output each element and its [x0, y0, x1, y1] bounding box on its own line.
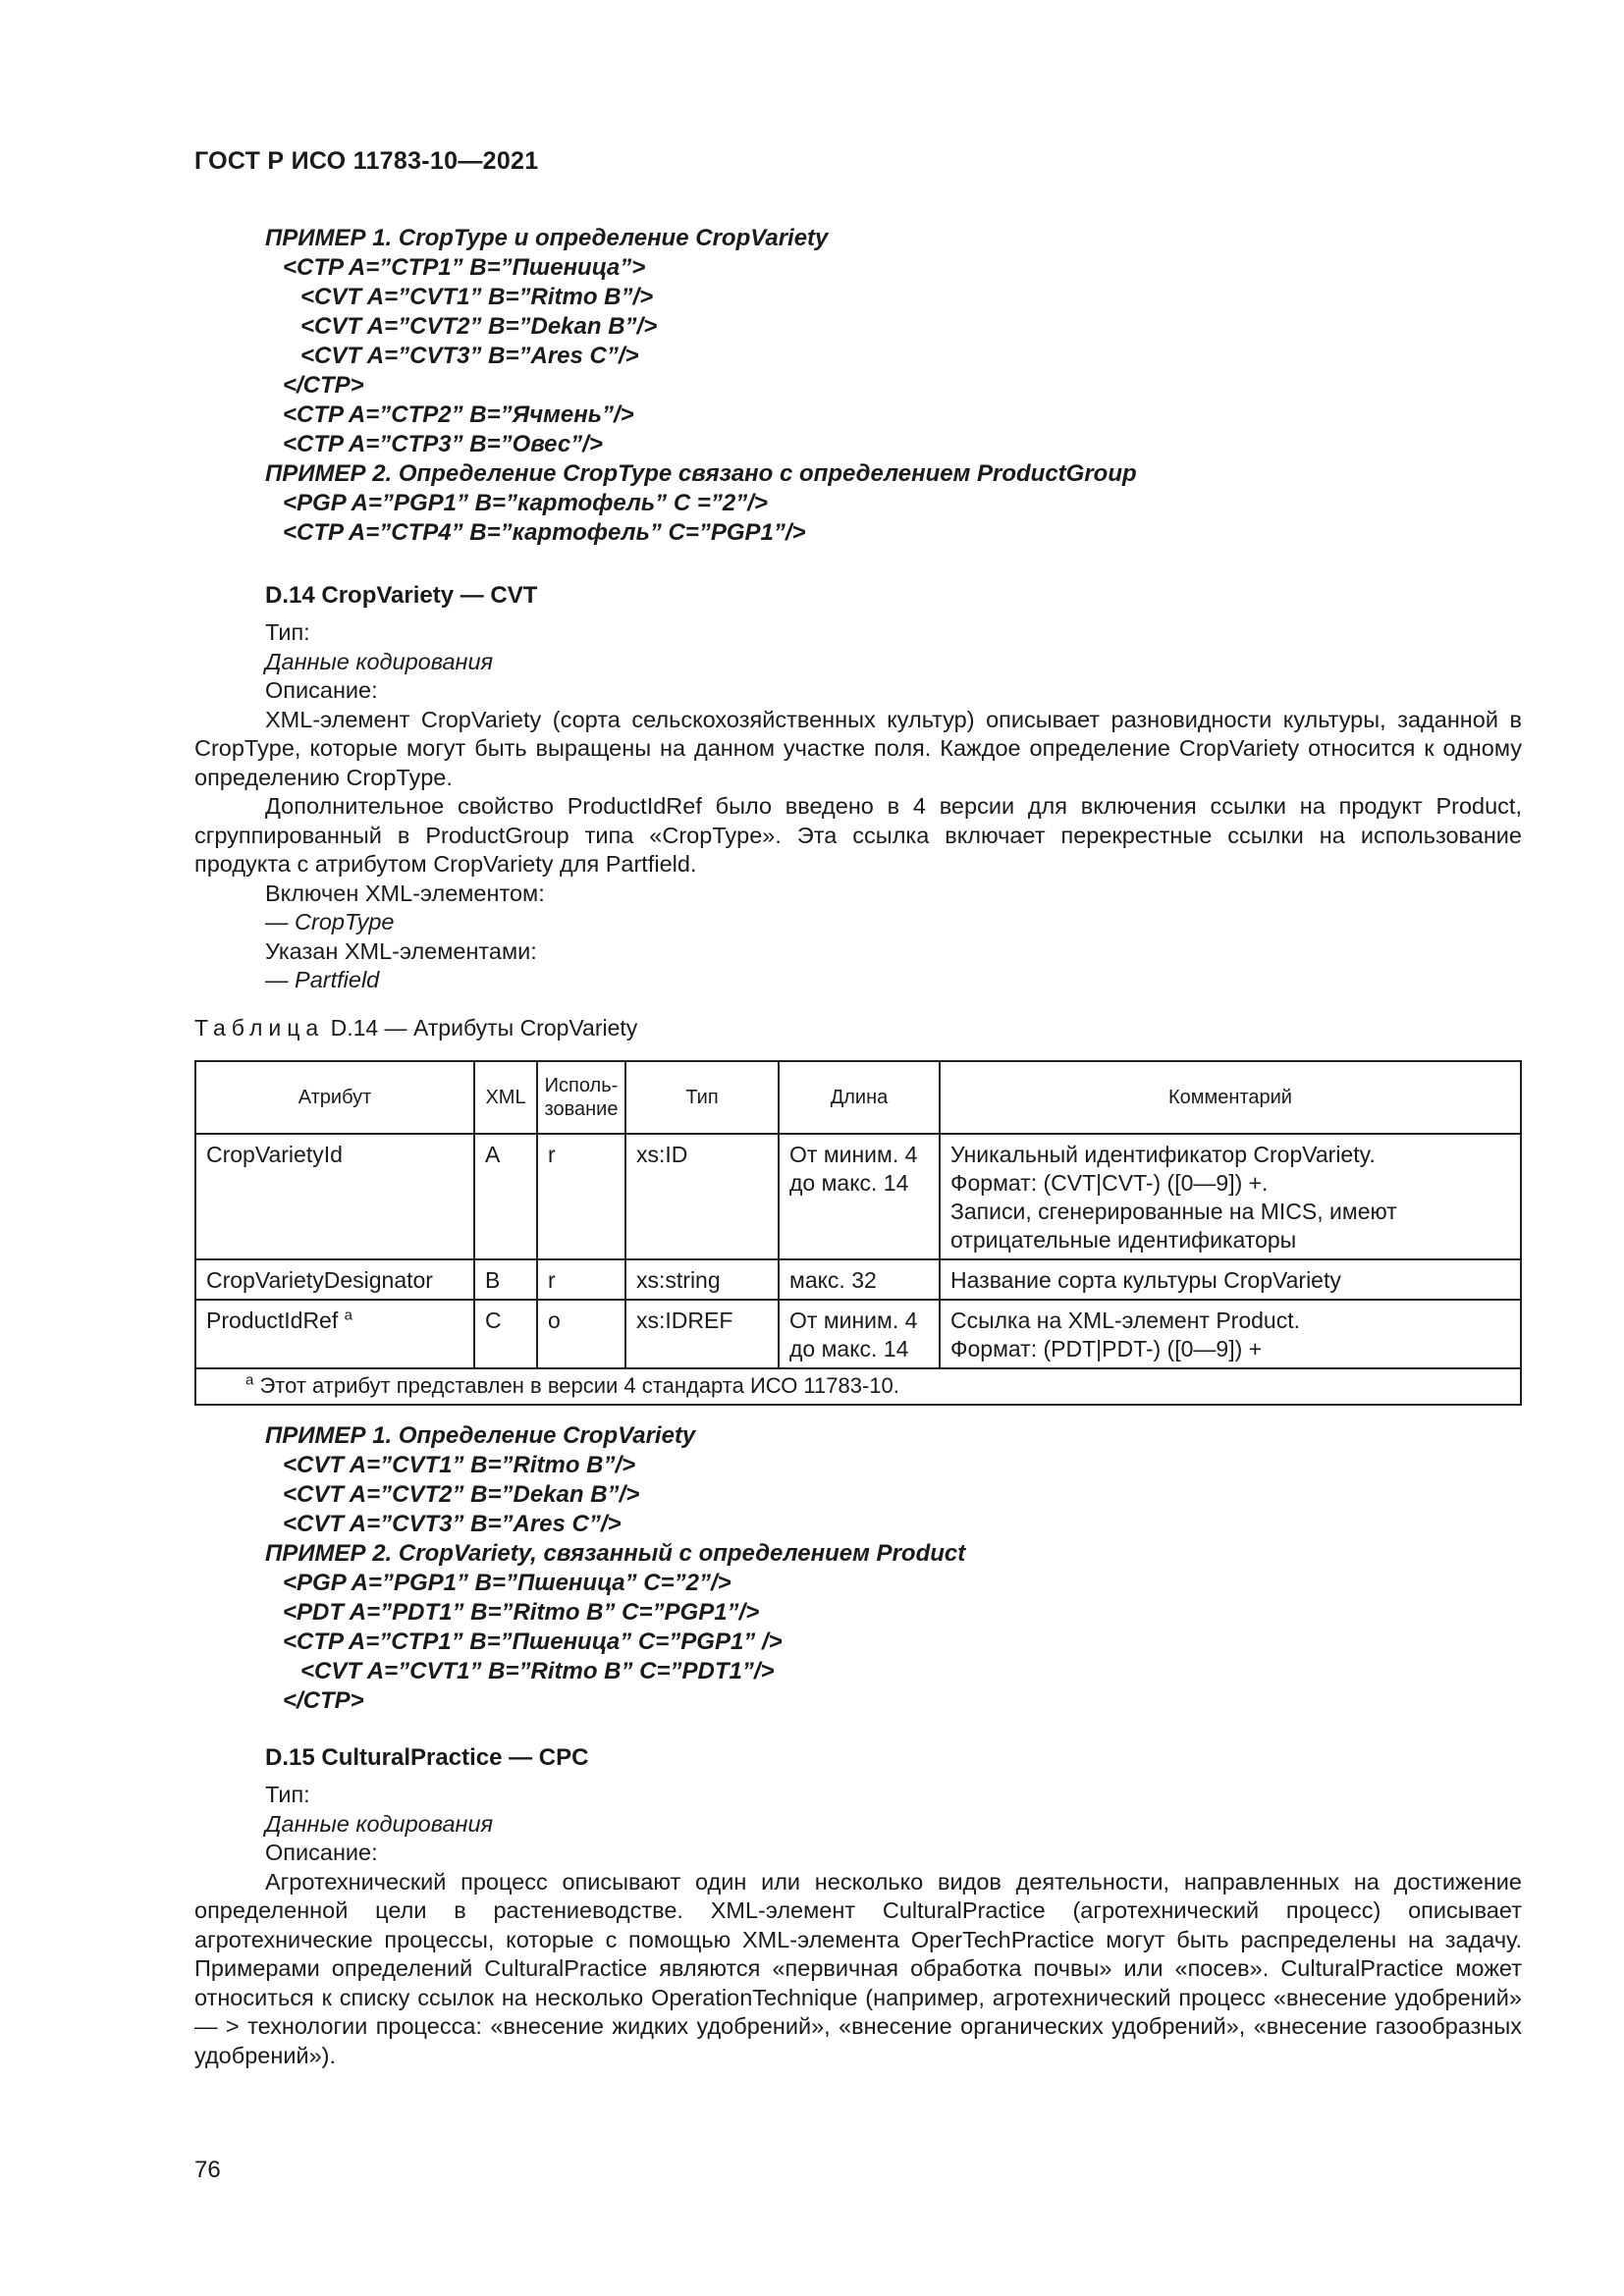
attribute-name: ProductIdRef: [206, 1308, 339, 1333]
cell-xml: B: [474, 1259, 537, 1300]
code-line: <CVT A=”CVT1” B=”Ritmo B”/>: [300, 284, 654, 310]
included-label: Включен XML-элементом:: [265, 880, 545, 906]
cell-line: макс. 32: [789, 1267, 877, 1293]
cell-type: xs:string: [625, 1259, 779, 1300]
footnote-marker: a: [245, 1371, 254, 1389]
footnote-text: Этот атрибут представлен в версии 4 стандарта ИСО 11783-10.: [253, 1373, 899, 1398]
referenced-label: Указан XML-элементами:: [265, 937, 537, 964]
footnote-marker: a: [344, 1307, 352, 1324]
cell-line: От миним. 4: [789, 1308, 918, 1333]
cell-line: Ссылка на XML-элемент Product.: [950, 1308, 1300, 1333]
code-line: <CTP A=”CTP4” B=”картофель” C=”PGP1”/>: [283, 519, 806, 546]
cell-type: xs:ID: [625, 1134, 779, 1259]
cell-line: Записи, сгенерированные на MICS, имеют отрицательные идентификаторы: [950, 1199, 1397, 1253]
type-value: Данные кодирования: [265, 1810, 494, 1837]
attributes-table: [194, 1060, 1522, 1406]
code-line: </CTP>: [283, 372, 364, 399]
page-number: 76: [194, 2157, 221, 2183]
cell-length: [779, 1134, 940, 1259]
cell-line: до макс. 14: [789, 1336, 909, 1362]
cell-attribute: CropVarietyId: [195, 1134, 474, 1259]
column-header: Комментарий: [940, 1061, 1521, 1134]
cell-type: xs:IDREF: [625, 1300, 779, 1368]
document-header: ГОСТ Р ИСО 11783-10—2021: [194, 147, 539, 175]
example-block-2: [194, 1421, 1522, 1716]
section-title: D.14 CropVariety — CVT: [265, 582, 538, 609]
code-line: </CTP>: [283, 1687, 364, 1714]
code-line: <CVT A=”CVT3” B=”Ares C”/>: [300, 343, 639, 369]
code-line: <PGP A=”PGP1” B=”картофель” C =”2”/>: [283, 490, 768, 516]
column-header: Длина: [779, 1061, 940, 1134]
cell-line: Формат: (PDT|PDT-) ([0—9]) +: [950, 1336, 1263, 1362]
column-header: Атрибут: [195, 1061, 474, 1134]
column-header: Исполь- зование: [537, 1061, 625, 1134]
referenced-value: — Partfield: [265, 967, 380, 992]
column-header: XML: [474, 1061, 537, 1134]
type-label: Тип:: [265, 619, 310, 645]
example-heading: ПРИМЕР 2. CropVariety, связанный с определением Product: [265, 1540, 966, 1567]
cell-usage: o: [537, 1300, 625, 1368]
type-value: Данные кодирования: [265, 648, 494, 674]
cell-length: [779, 1259, 940, 1300]
example-heading: ПРИМЕР 1. Определение CropVariety: [265, 1422, 696, 1449]
description-paragraph: Дополнительное свойство ProductIdRef было введено в 4 версии для включения ссылки на продукт Product, сгруппированный в ProductGroup типа «CropType». Эта ссылка включает перекрестные ссылки на использование продукта с атрибутом CropVariety для Partfield.: [194, 793, 1522, 877]
cell-xml: C: [474, 1300, 537, 1368]
cell-line: От миним. 4: [789, 1142, 918, 1167]
code-line: <CVT A=”CVT1” B=”Ritmo B”/>: [283, 1452, 636, 1478]
table-caption-prefix: Таблица: [194, 1015, 325, 1041]
table-row: [195, 1134, 1521, 1259]
description-paragraph: Агротехнический процесс описывают один или несколько видов деятельности, направленных на достижение определенной цели в растениеводстве. XML-элемент CulturalPractice (агротехнический процесс) описывает агротехнические процессы, которые с помощью XML-элемента OperTechPractice могут быть распределены на задачу. Примерами определений CulturalPractice являются «первичная обработка почвы» или «посев». CulturalPractice может относиться к списку ссылок на несколько OperationTechnique (например, агротехнический процесс «внесение удобрений» — > технологии процесса: «внесение жидких удобрений», «внесение органических удобрений», «внесение газообразных удобрений»).: [194, 1868, 1522, 2068]
code-line: <CTP A=”CTP3” B=”Овес”/>: [283, 431, 603, 457]
code-line: <CVT A=”CVT3” B=”Ares C”/>: [283, 1511, 622, 1537]
cell-attribute: [195, 1300, 474, 1368]
section-title: D.15 CulturalPractice — CPC: [265, 1744, 589, 1771]
cell-usage: r: [537, 1134, 625, 1259]
section-d15: [194, 1743, 1522, 2070]
cell-line: до макс. 14: [789, 1170, 909, 1196]
included-value: — CropType: [265, 909, 395, 934]
example-heading: ПРИМЕР 2. Определение CropType связано с определением ProductGroup: [265, 460, 1137, 487]
description-label: Описание:: [265, 677, 378, 703]
code-line: <CTP A=”CTP1” B=”Пшеница” C=”PGP1” />: [283, 1629, 783, 1655]
code-line: <CVT A=”CVT2” B=”Dekan B”/>: [300, 313, 658, 340]
column-header: Тип: [625, 1061, 779, 1134]
description-label: Описание:: [265, 1840, 378, 1865]
cell-xml: A: [474, 1134, 537, 1259]
table-footnote: [195, 1368, 1521, 1405]
code-line: <PDT A=”PDT1” B=”Ritmo B” C=”PGP1”/>: [283, 1599, 760, 1626]
table-caption: [194, 1013, 1522, 1042]
cell-comment: [940, 1259, 1521, 1300]
cell-line: Уникальный идентификатор CropVariety.: [950, 1142, 1376, 1167]
cell-comment: [940, 1300, 1521, 1368]
cell-comment: [940, 1134, 1521, 1259]
table-row: [195, 1300, 1521, 1368]
cell-line: Название сорта культуры CropVariety: [950, 1267, 1341, 1293]
code-line: <CTP A=”CTP1” B=”Пшеница”>: [283, 254, 646, 281]
example-block-1: [194, 224, 1522, 548]
example-heading: ПРИМЕР 1. CropType и определение CropVariety: [265, 225, 829, 251]
cell-line: Формат: (CVT|CVT-) ([0—9]) +.: [950, 1170, 1269, 1196]
code-line: <CTP A=”CTP2” B=”Ячмень”/>: [283, 401, 634, 428]
table-row: [195, 1259, 1521, 1300]
cell-length: [779, 1300, 940, 1368]
cell-usage: r: [537, 1259, 625, 1300]
table-note-row: [195, 1368, 1521, 1405]
section-d14: [194, 581, 1522, 995]
code-line: <CVT A=”CVT2” B=”Dekan B”/>: [283, 1481, 640, 1508]
table-header-row: [195, 1061, 1521, 1134]
cell-attribute: CropVarietyDesignator: [195, 1259, 474, 1300]
table-caption-text: D.14 — Атрибуты CropVariety: [324, 1015, 638, 1041]
code-line: <PGP A=”PGP1” B=”Пшеница” C=”2”/>: [283, 1570, 731, 1596]
code-line: <CVT A=”CVT1” B=”Ritmo B” C=”PDT1”/>: [300, 1658, 775, 1684]
description-paragraph: XML-элемент CropVariety (сорта сельскохозяйственных культур) описывает разновидности культуры, заданной в CropType, которые могут быть выращены на данном участке поля. Каждое определение CropVariety относится к одному определению CropType.: [194, 706, 1522, 790]
type-label: Тип:: [265, 1782, 310, 1807]
